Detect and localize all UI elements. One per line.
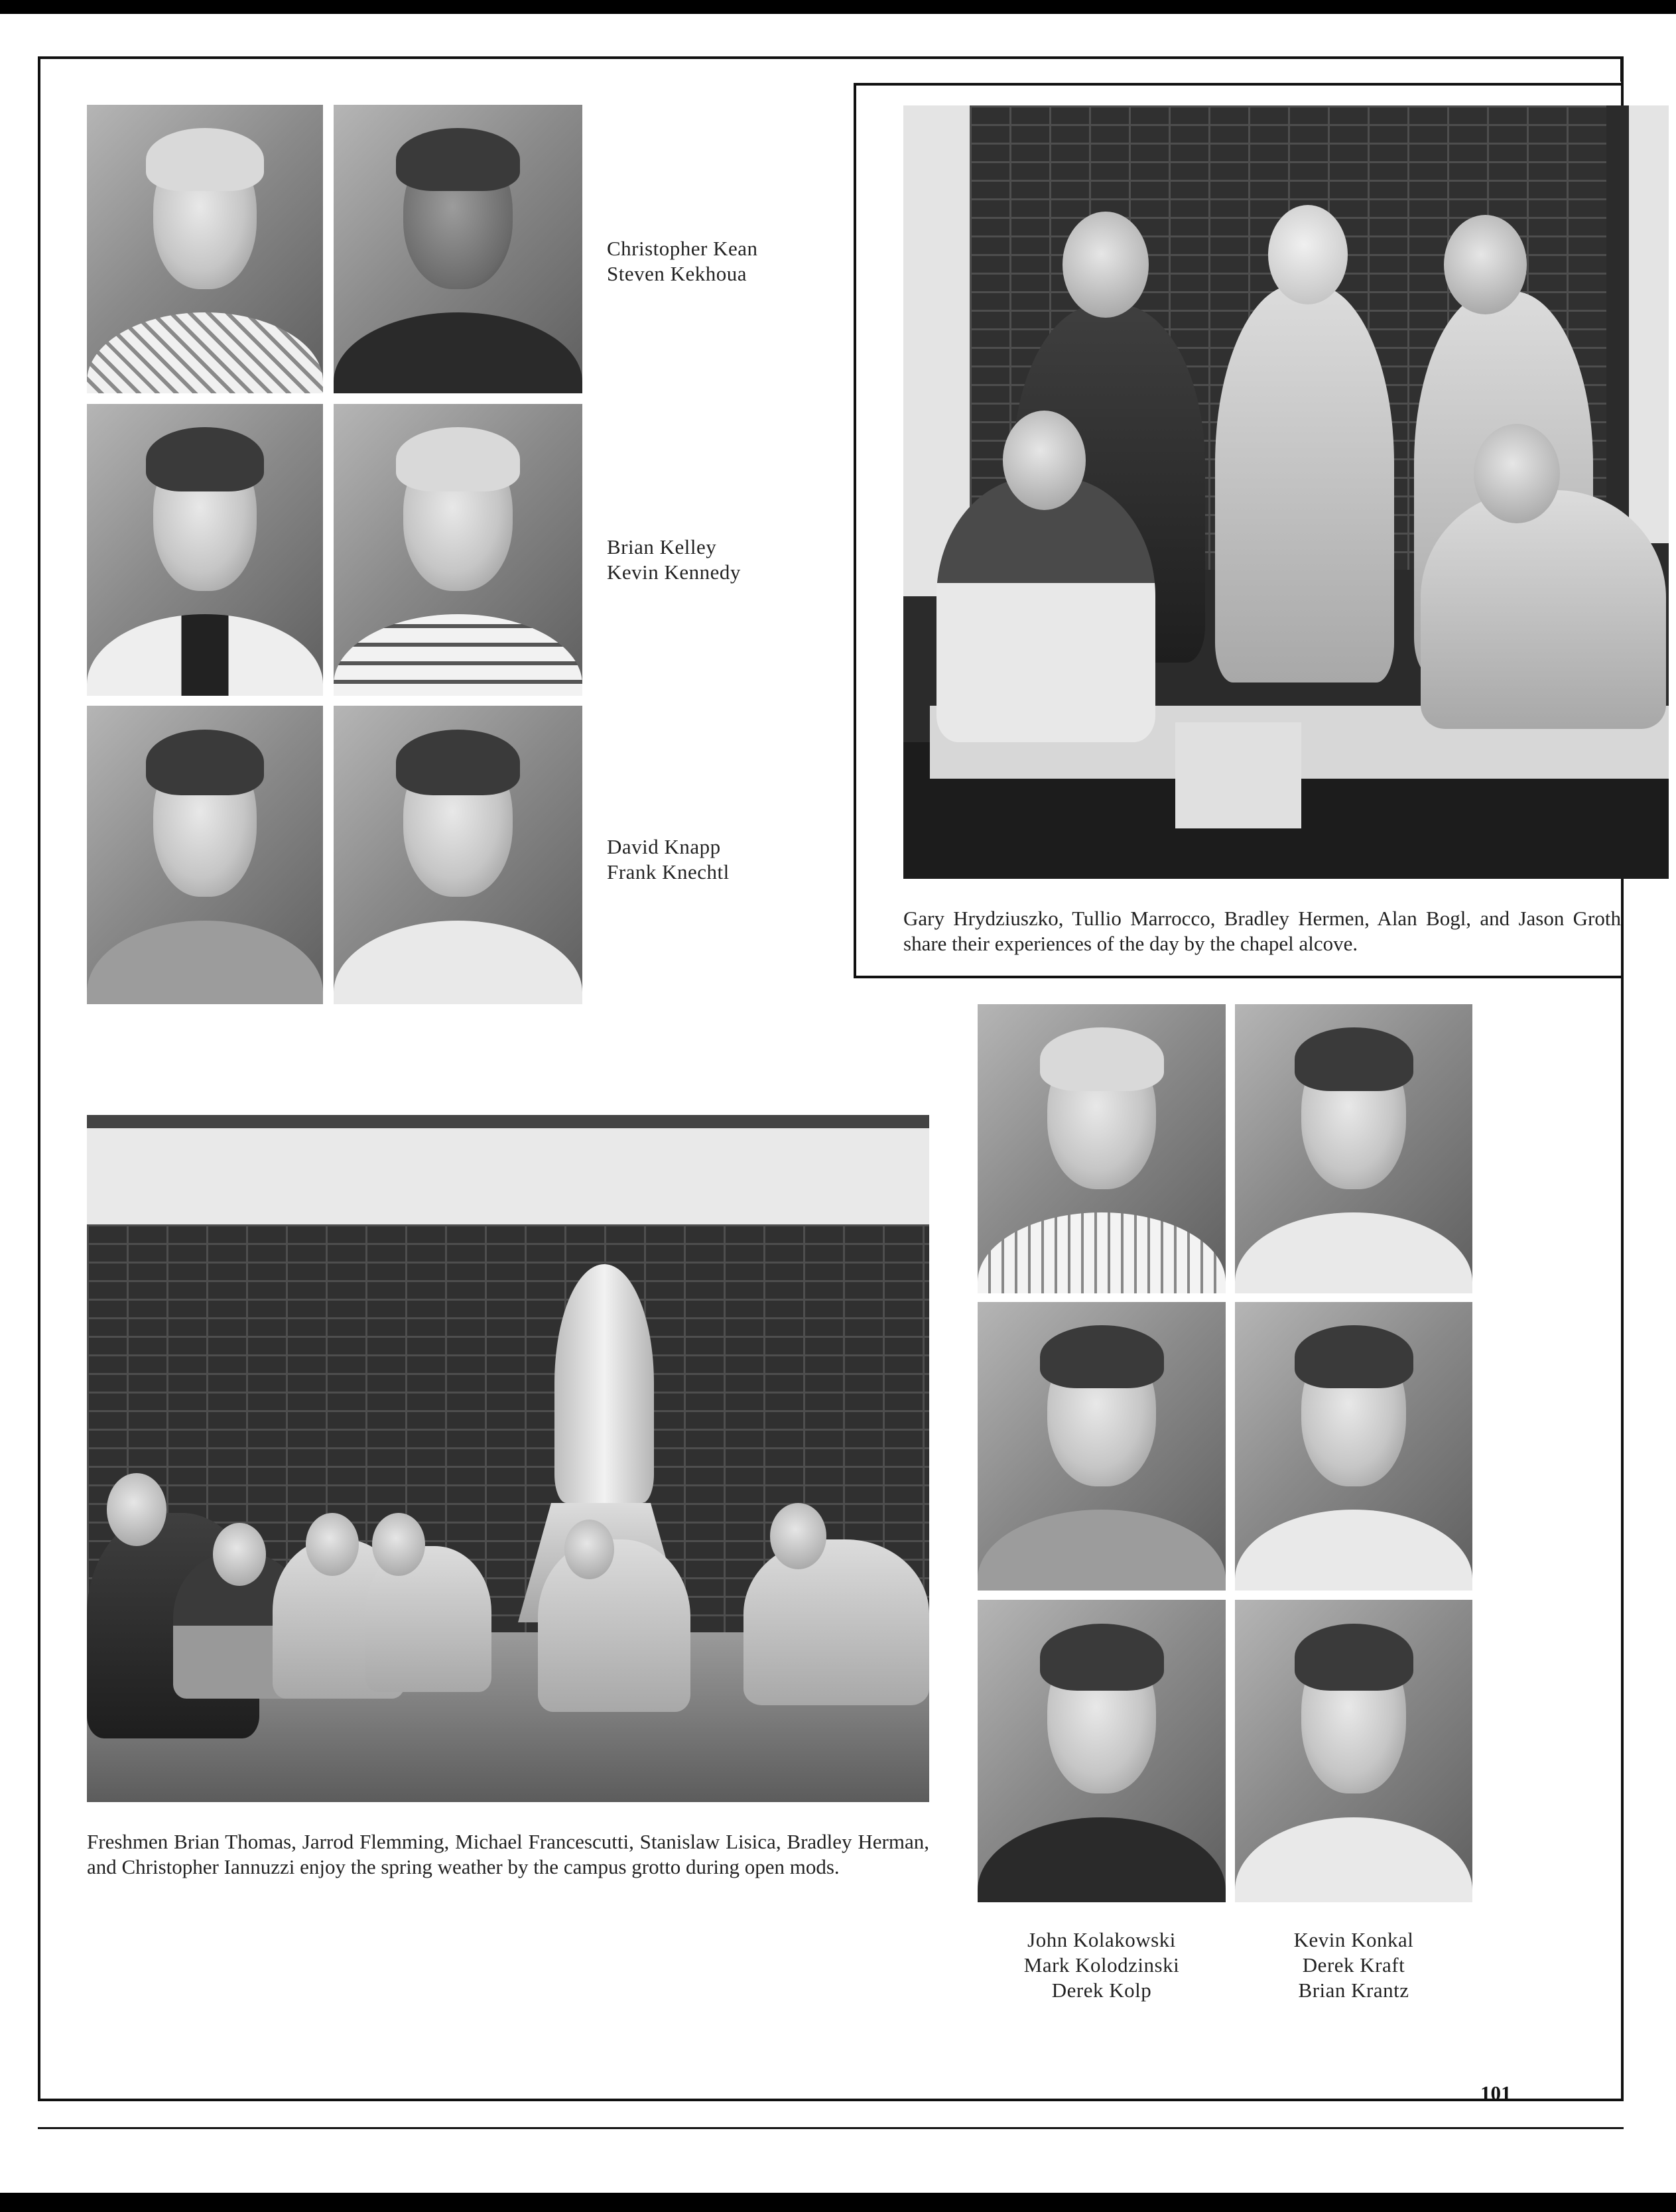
portrait-brian-kelley	[87, 404, 323, 696]
portrait-kevin-konkal	[1235, 1004, 1472, 1293]
name-line: Derek Kolp	[1051, 1979, 1152, 2002]
person-head	[770, 1503, 826, 1569]
person-head	[1063, 212, 1149, 318]
grotto-photo	[87, 1115, 929, 1802]
person-head	[372, 1513, 425, 1576]
person-figure	[538, 1539, 690, 1712]
person-head	[1444, 215, 1527, 314]
statue	[554, 1264, 654, 1503]
portrait-frank-knechtl	[334, 706, 582, 1004]
person-figure	[936, 477, 1155, 742]
bottom-rule	[38, 2127, 1624, 2129]
portrait-steven-kekhoua	[334, 105, 582, 393]
name-line: Brian Krantz	[1298, 1979, 1409, 2002]
portrait-brian-krantz	[1235, 1600, 1472, 1902]
person-head	[1268, 205, 1348, 304]
grotto-caption: Freshmen Brian Thomas, Jarrod Flemming, Michael Francescutti, Stanislaw Lisica, Bradley Herman, and Christopher Iannuzzi enjoy the spring weather by the campus grotto during open mods.	[87, 1830, 929, 1878]
name-line: Steven Kekhoua	[607, 262, 747, 285]
top-black-bar	[0, 0, 1676, 14]
portrait-derek-kolp	[978, 1600, 1226, 1902]
portrait-kevin-kennedy	[334, 404, 582, 696]
names-bottom-left	[978, 1927, 1226, 2003]
name-line: John Kolakowski	[1027, 1928, 1176, 1951]
person-head	[213, 1523, 266, 1586]
portrait-david-knapp	[87, 706, 323, 1004]
person-head	[564, 1520, 614, 1579]
names-row-2	[607, 535, 741, 585]
person-figure	[1215, 285, 1394, 683]
name-line: Kevin Konkal	[1293, 1928, 1414, 1951]
names-row-3	[607, 834, 730, 885]
person-head	[1003, 411, 1086, 510]
name-line: David Knapp	[607, 835, 721, 858]
chapel-alcove-photo	[903, 105, 1669, 879]
person-head	[1474, 424, 1560, 523]
chapel-caption: Gary Hrydziuszko, Tullio Marrocco, Bradley Hermen, Alan Bogl, and Jason Groth share their experiences of the day by the chapel alcove.	[903, 907, 1621, 955]
name-line: Mark Kolodzinski	[1023, 1953, 1180, 1977]
portrait-christopher-kean	[87, 105, 323, 393]
person-figure	[1421, 490, 1666, 729]
person-figure	[743, 1539, 929, 1705]
person-head	[107, 1473, 166, 1546]
frame-corner-tab	[1620, 56, 1624, 82]
names-row-1	[607, 236, 758, 287]
name-line: Kevin Kennedy	[607, 560, 741, 584]
name-line: Christopher Kean	[607, 237, 758, 260]
name-line: Frank Knechtl	[607, 860, 730, 883]
portrait-mark-kolodzinski	[978, 1302, 1226, 1591]
name-line: Derek Kraft	[1302, 1953, 1405, 1977]
portrait-john-kolakowski	[978, 1004, 1226, 1293]
names-bottom-right	[1235, 1927, 1472, 2003]
person-head	[306, 1513, 359, 1576]
page-number: 101	[1480, 2081, 1512, 2105]
portrait-derek-kraft	[1235, 1302, 1472, 1591]
name-line: Brian Kelley	[607, 535, 717, 558]
bottom-black-bar	[0, 2193, 1676, 2212]
